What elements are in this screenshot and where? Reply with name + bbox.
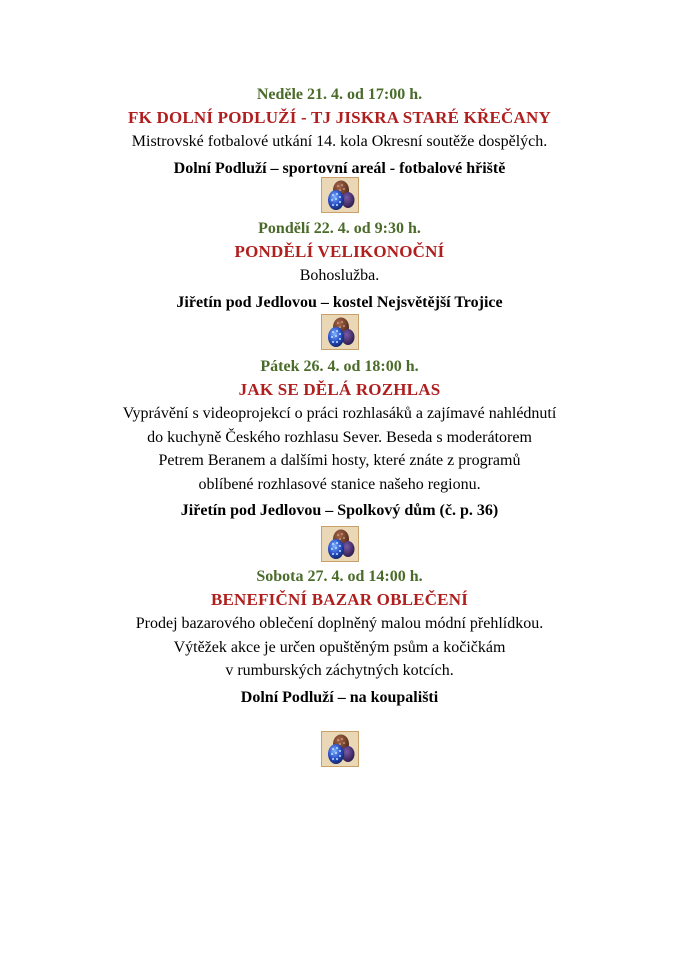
event-title: JAK SE DĚLÁ ROZHLAS xyxy=(238,380,441,399)
easter-eggs-icon xyxy=(321,731,359,767)
divider-eggs-1 xyxy=(0,177,679,218)
event-4 xyxy=(0,566,679,710)
event-place: Jiřetín pod Jedlovou – kostel Nejsvětější Trojice xyxy=(176,293,503,311)
event-date: Pátek 26. 4. od 18:00 h. xyxy=(260,358,419,375)
divider-eggs-2 xyxy=(0,314,679,355)
event-description-line: Výtěžek akce je určen opuštěným psům a kočičkám xyxy=(173,638,506,656)
divider-eggs-4 xyxy=(0,731,679,772)
event-description-line: v rumburských záchytných kotcích. xyxy=(225,662,454,679)
event-description-line: Vyprávění s videoprojekcí o práci rozhlasáků a zajímavé nahlédnutí xyxy=(122,405,557,422)
event-description-line: Prodej bazarového oblečení doplněný malou módní přehlídkou. xyxy=(135,615,544,632)
event-date: Sobota 27. 4. od 14:00 h. xyxy=(256,568,423,585)
event-2 xyxy=(0,218,679,315)
event-title: BENEFIČNÍ BAZAR OBLEČENÍ xyxy=(210,590,469,609)
divider-eggs-3 xyxy=(0,526,679,567)
event-3 xyxy=(0,356,679,523)
event-place: Dolní Podluží – sportovní areál - fotbalové hřiště xyxy=(173,159,506,177)
event-place: Dolní Podluží – na koupališti xyxy=(240,688,439,706)
event-description-line: Petrem Beranem a dalšími hosty, které znáte z programů xyxy=(158,452,521,469)
event-description-line: Bohoslužba. xyxy=(299,267,380,284)
event-description-line: oblíbené rozhlasové stanice našeho regionu. xyxy=(198,475,481,493)
event-title: FK DOLNÍ PODLUŽÍ - TJ JISKRA STARÉ KŘEČANY xyxy=(128,108,551,127)
easter-eggs-icon xyxy=(321,314,359,350)
event-description-line: Mistrovské fotbalové utkání 14. kola Okresní soutěže dospělých. xyxy=(131,133,548,150)
event-description-line: do kuchyně Českého rozhlasu Sever. Beseda s moderátorem xyxy=(147,428,532,446)
event-1 xyxy=(0,84,679,181)
event-date: Neděle 21. 4. od 17:00 h. xyxy=(256,86,423,103)
event-place: Jiřetín pod Jedlovou – Spolkový dům (č. p. 36) xyxy=(180,502,499,519)
easter-eggs-icon xyxy=(321,177,359,213)
event-title: PONDĚLÍ VELIKONOČNÍ xyxy=(234,242,445,261)
event-date: Pondělí 22. 4. od 9:30 h. xyxy=(258,220,421,237)
easter-eggs-icon xyxy=(321,526,359,562)
